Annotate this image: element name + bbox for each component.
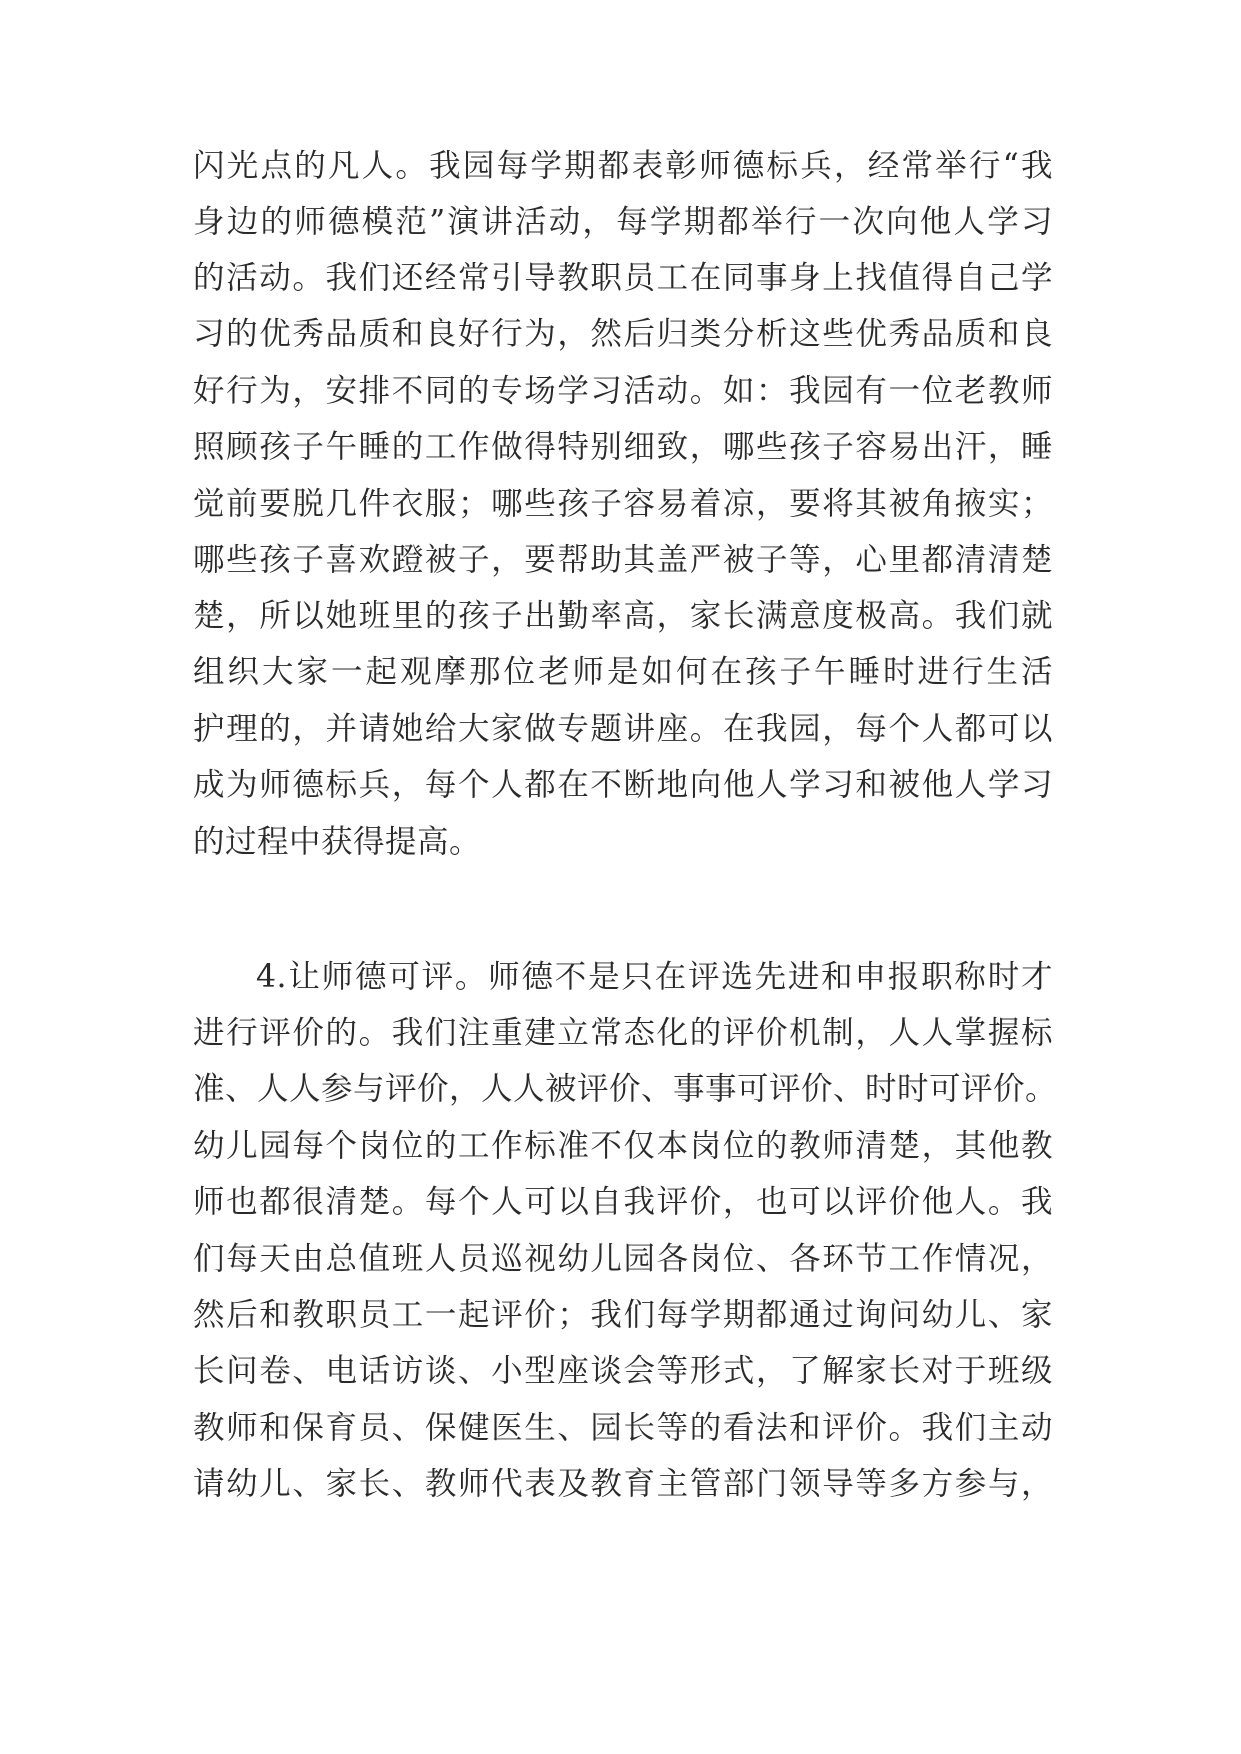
paragraph-1-line: 护理的，并请她给大家做专题讲座。在我园，每个人都可以 — [193, 711, 1053, 747]
paragraph-2-line: 准、人人参与评价，人人被评价、事事可评价、时时可评价。 — [193, 1071, 1058, 1107]
paragraph-2-line: 幼儿园每个岗位的工作标准不仅本岗位的教师清楚，其他教 — [193, 1128, 1053, 1164]
paragraph-2-line: 们每天由总值班人员巡视幼儿园各岗位、各环节工作情况， — [193, 1241, 1053, 1277]
paragraph-1-line: 楚，所以她班里的孩子出勤率高，家长满意度极高。我们就 — [193, 598, 1053, 634]
paragraph-2-line: 长问卷、电话访谈、小型座谈会等形式，了解家长对于班级 — [193, 1353, 1053, 1389]
paragraph-1-line: 的活动。我们还经常引导教职员工在同事身上找值得自己学 — [193, 260, 1053, 296]
paragraph-1-line: 觉前要脱几件衣服；哪些孩子容易着凉，要将其被角掖实； — [193, 486, 1053, 522]
paragraph-2-line: 师也都很清楚。每个人可以自我评价，也可以评价他人。我 — [193, 1184, 1053, 1220]
paragraph-2-line: 进行评价的。我们注重建立常态化的评价机制，人人掌握标 — [193, 1015, 1053, 1051]
paragraph-1-line: 习的优秀品质和良好行为，然后归类分析这些优秀品质和良 — [193, 316, 1053, 352]
paragraph-1-line: 成为师德标兵，每个人都在不断地向他人学习和被他人学习 — [193, 767, 1053, 803]
paragraph-2-line: 请幼儿、家长、教师代表及教育主管部门领导等多方参与， — [193, 1466, 1053, 1502]
paragraph-1-line: 身边的师德模范”演讲活动，每学期都举行一次向他人学习 — [193, 204, 1053, 240]
paragraph-1-line: 组织大家一起观摩那位老师是如何在孩子午睡时进行生活 — [193, 654, 1053, 690]
paragraph-1-line: 闪光点的凡人。我园每学期都表彰师德标兵，经常举行“我 — [193, 148, 1053, 184]
paragraph-1-line: 照顾孩子午睡的工作做得特别细致，哪些孩子容易出汗，睡 — [193, 429, 1053, 465]
paragraph-2-line: 然后和教职员工一起评价；我们每学期都通过询问幼儿、家 — [193, 1297, 1053, 1333]
paragraph-1-line: 哪些孩子喜欢蹬被子，要帮助其盖严被子等，心里都清清楚 — [193, 542, 1053, 578]
paragraph-2-line: 教师和保育员、保健医生、园长等的看法和评价。我们主动 — [193, 1410, 1053, 1446]
paragraph-1-line: 好行为，安排不同的专场学习活动。如：我园有一位老教师 — [193, 373, 1053, 409]
paragraph-1-line: 的过程中获得提高。 — [193, 824, 482, 860]
paragraph-2-line: 4.让师德可评。师德不是只在评选先进和申报职称时才 — [256, 959, 1053, 995]
